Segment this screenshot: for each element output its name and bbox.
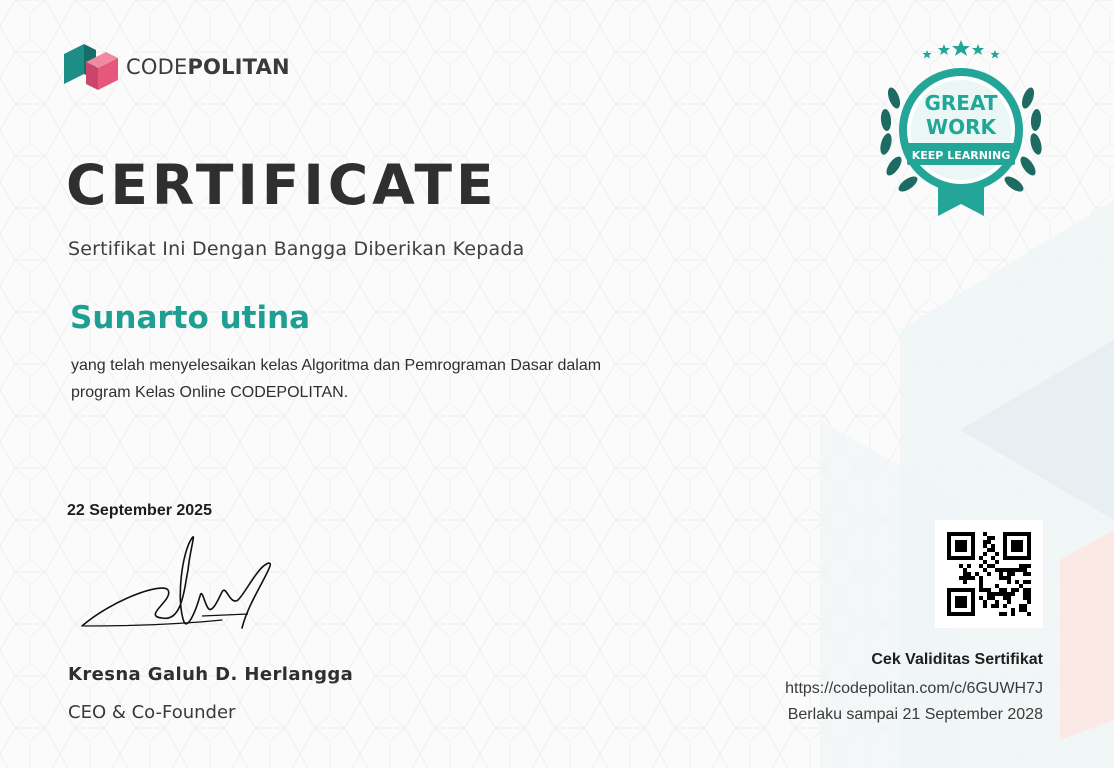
brand-name: CODEPOLITAN (126, 55, 290, 79)
verification-url-link[interactable]: https://codepolitan.com/c/6GUWH7J (785, 680, 1043, 697)
description-line: program Kelas Online CODEPOLITAN. (71, 384, 349, 401)
issue-date: 22 September 2025 (67, 502, 212, 519)
brand-header (64, 40, 290, 94)
badge-stars (923, 40, 1000, 59)
recipient-name: Sunarto utina (70, 300, 311, 336)
badge-text-line1: GREAT (924, 91, 998, 115)
great-work-badge (872, 38, 1050, 218)
completion-description (71, 352, 671, 406)
badge-text-line2: WORK (926, 115, 996, 139)
certificate-subtitle: Sertifikat Ini Dengan Bangga Diberikan Kepada (68, 238, 525, 260)
signer-name: Kresna Galuh D. Herlangga (68, 664, 354, 685)
description-line: yang telah menyelesaikan kelas Algoritma dan Pemrograman Dasar dalam (71, 357, 602, 374)
badge-ribbon-text: KEEP LEARNING (911, 149, 1011, 162)
codepolitan-logo-icon (64, 40, 118, 94)
certificate-title: CERTIFICATE (66, 153, 498, 217)
verification-expiry: Berlaku sampai 21 September 2028 (787, 706, 1043, 723)
verification-title: Cek Validitas Sertifikat (871, 651, 1043, 668)
signature (72, 530, 282, 640)
qr-code[interactable] (935, 520, 1043, 628)
qr-code-icon (947, 532, 1031, 616)
signer-role: CEO & Co-Founder (68, 702, 236, 723)
